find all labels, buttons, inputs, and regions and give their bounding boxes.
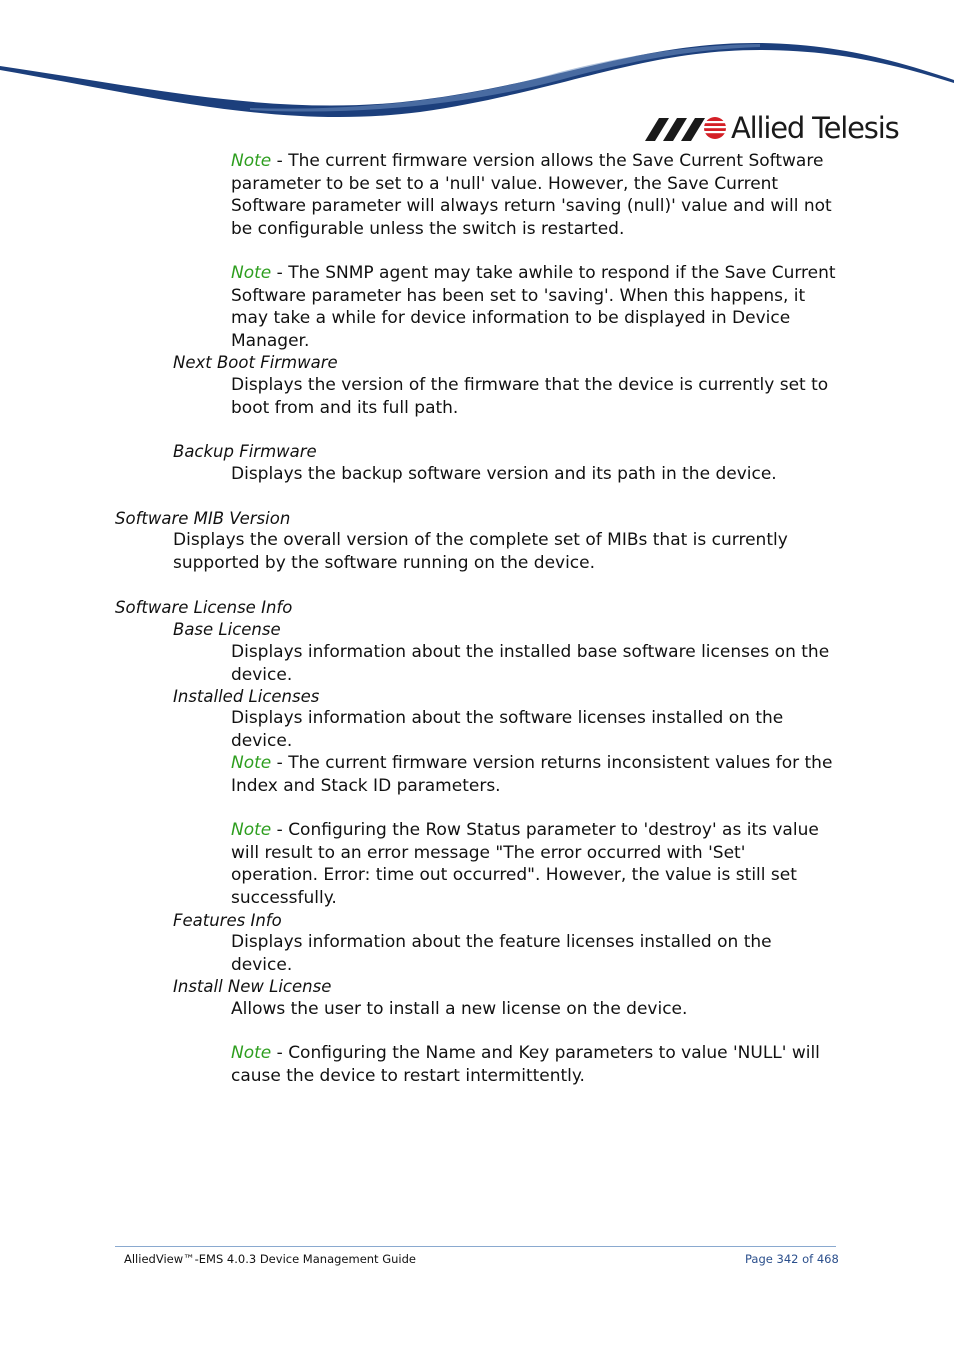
heading-features-info: Features Info: [173, 911, 282, 930]
text-base-license: Displays information about the installed base software licenses on the device.: [231, 642, 830, 685]
heading-base-license: Base License: [173, 620, 281, 639]
heading-next-boot-firmware: Next Boot Firmware: [173, 353, 338, 372]
note-name-key: [231, 1042, 837, 1087]
note-text: - The current firmware version allows the Save Current Software parameter to be set to a 'null' value. However, the Save Current Software parameter will always return 'saving (null)' value and will not be configurable unless the switch is restarted.: [231, 151, 832, 239]
note-label: Note: [231, 151, 272, 171]
heading-installed-licenses: Installed Licenses: [173, 687, 320, 706]
note-row-status: [231, 819, 837, 909]
heading-install-new-license: Install New License: [173, 977, 332, 996]
note-text: - Configuring the Row Status parameter to 'destroy' as its value will result to an error message "The error occurred with 'Set' operation. Error: time out occurred". However, the value is still set successfully.: [231, 820, 819, 908]
text-features-info: Displays information about the feature licenses installed on the device.: [231, 932, 772, 975]
note-snmp-agent: [231, 262, 837, 352]
note-label: Note: [231, 263, 272, 283]
note-text: - Configuring the Name and Key parameters to value 'NULL' will cause the device to restart intermittently.: [231, 1043, 820, 1086]
logo-wordmark: Allied Telesis: [731, 110, 899, 145]
note-text: - The current firmware version returns inconsistent values for the Index and Stack ID parameters.: [231, 753, 833, 796]
text-installed-licenses: Displays information about the software licenses installed on the device.: [231, 708, 784, 751]
text-backup-firmware: Displays the backup software version and its path in the device.: [231, 464, 777, 484]
note-text: - The SNMP agent may take awhile to respond if the Save Current Software parameter has been set to 'saving'. When this happens, it may take a while for device information to be displayed in Device Manager.: [231, 263, 836, 351]
footer-page-number: Page 342 of 468: [745, 1252, 839, 1266]
allied-telesis-logo-mark-icon: [645, 114, 727, 142]
note-label: Note: [231, 753, 272, 773]
text-software-mib-version: Displays the overall version of the complete set of MIBs that is currently supported by the software running on the device.: [173, 530, 788, 573]
allied-telesis-logo: [645, 108, 898, 148]
text-install-new-license: Allows the user to install a new license on the device.: [231, 999, 688, 1019]
note-save-current-software: [231, 150, 837, 240]
note-label: Note: [231, 1043, 272, 1063]
note-index-stack-id: [231, 752, 837, 797]
heading-backup-firmware: Backup Firmware: [173, 442, 317, 461]
heading-software-mib-version: Software MIB Version: [115, 509, 291, 528]
footer-document-title: AlliedView™-EMS 4.0.3 Device Management Guide: [124, 1252, 416, 1266]
text-next-boot-firmware: Displays the version of the firmware that the device is currently set to boot from and its full path.: [231, 375, 829, 418]
footer-divider: [115, 1246, 836, 1247]
heading-software-license-info: Software License Info: [115, 598, 293, 617]
note-label: Note: [231, 820, 272, 840]
